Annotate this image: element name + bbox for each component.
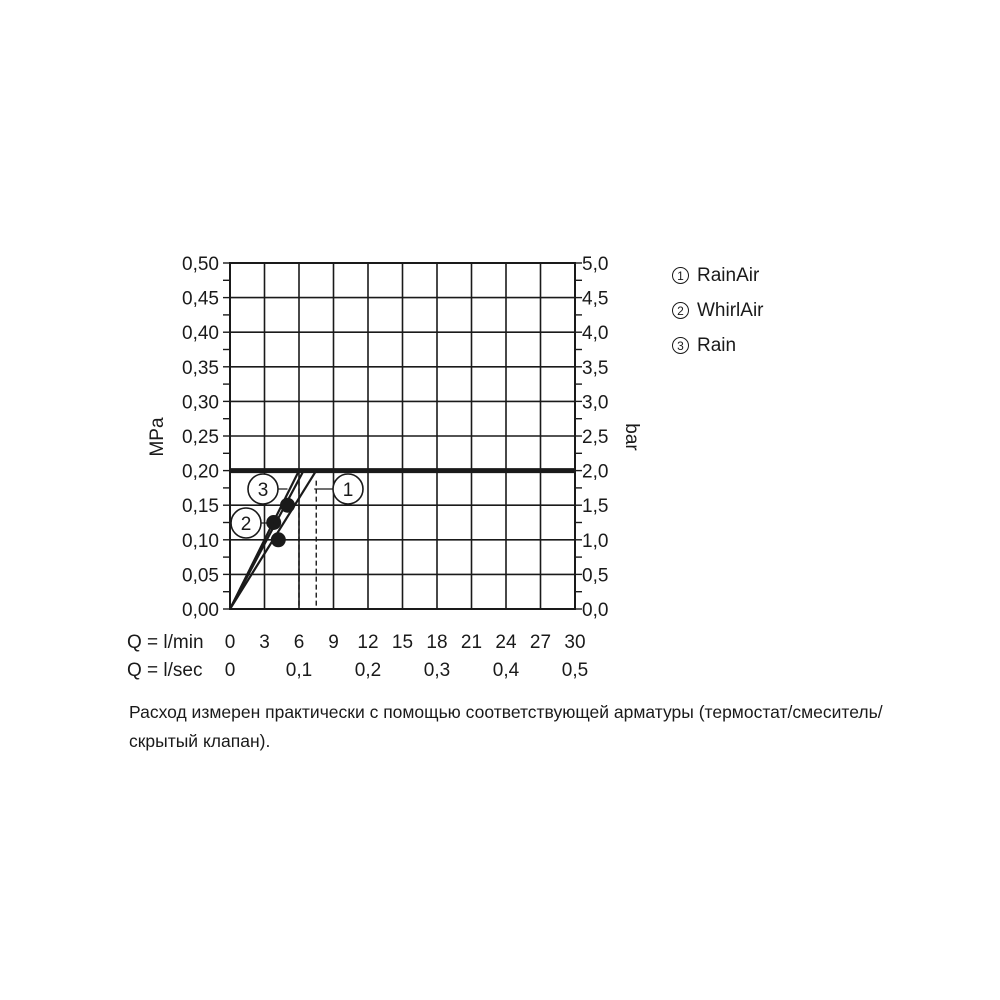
callout-rainair-label: 1 [342, 480, 354, 501]
legend-item-rain [672, 328, 764, 363]
y-tick-label-bar: 3,0 [582, 392, 609, 414]
y-tick-label-bar: 3,5 [582, 357, 609, 379]
y-tick-label-bar: 5,0 [582, 254, 609, 275]
chart-grid [230, 263, 575, 609]
y-tick-label-bar: 2,0 [582, 461, 609, 483]
x-tick-label-lmin: 24 [495, 632, 517, 653]
legend-number-badge: 3 [672, 337, 689, 354]
callout-rain-label: 3 [257, 480, 269, 501]
y-tick-label-mpa: 0,00 [182, 600, 219, 621]
y-axis-label-mpa: MPa [147, 417, 168, 457]
x-tick-label-lmin: 6 [293, 632, 305, 653]
x-tick-label-lsec: 0,3 [423, 660, 451, 681]
measurement-note: Расход измерен практически с помощью соответствующей арматуры (термостат/смеситель/скрытый клапан). [129, 702, 883, 751]
y-tick-label-mpa: 0,15 [182, 496, 219, 518]
legend-item-rainair [672, 258, 764, 293]
legend-label: WhirlAir [697, 299, 764, 321]
x-tick-label-lmin: 21 [460, 632, 483, 653]
y-tick-label-bar: 2,5 [582, 427, 609, 448]
y-tick-label-bar: 1,5 [582, 496, 609, 518]
y-tick-label-bar: 0,5 [582, 565, 609, 587]
y-tick-label-bar: 1,0 [582, 530, 609, 552]
x-tick-label-lmin: 0 [224, 632, 236, 653]
x-tick-label-lsec: 0,1 [285, 660, 313, 681]
chart-ticks [182, 254, 608, 681]
x-tick-label-lmin: 9 [328, 632, 339, 653]
x-tick-label-lsec: 0,5 [561, 660, 589, 681]
y-tick-label-bar: 4,0 [582, 323, 609, 345]
x-tick-label-lsec: 0,4 [492, 660, 520, 681]
y-tick-label-bar: 0,0 [582, 600, 609, 621]
y-tick-label-mpa: 0,35 [182, 357, 219, 379]
series-marker [271, 532, 286, 547]
legend-number-badge: 2 [672, 302, 689, 319]
x-tick-label-lmin: 3 [259, 632, 270, 653]
y-tick-label-mpa: 0,25 [182, 427, 219, 448]
legend-label: Rain [697, 334, 737, 356]
y-axis-label-bar: bar [621, 423, 642, 451]
x-tick-label-lsec: 0 [224, 660, 236, 681]
chart-legend [672, 258, 764, 363]
y-tick-label-mpa: 0,10 [182, 530, 219, 552]
y-tick-label-bar: 4,5 [582, 288, 609, 310]
legend-number-badge: 1 [672, 267, 689, 284]
series-marker [280, 498, 295, 513]
x-tick-label-lmin: 18 [426, 632, 448, 653]
x-tick-label-lmin: 30 [564, 632, 586, 653]
x-tick-label-lmin: 12 [357, 632, 379, 653]
x-tick-label-lsec: 0,2 [354, 660, 382, 681]
callout-whirlair-label: 2 [240, 514, 252, 535]
y-tick-label-mpa: 0,50 [182, 254, 219, 275]
x-tick-label-lmin: 15 [391, 632, 414, 653]
legend-label: RainAir [697, 264, 760, 286]
y-tick-label-mpa: 0,05 [182, 565, 219, 587]
legend-item-whirlair [672, 293, 764, 328]
y-tick-label-mpa: 0,30 [182, 392, 219, 414]
y-tick-label-mpa: 0,40 [182, 323, 219, 345]
x-axis-label-lsec: Q = l/sec [127, 660, 203, 681]
x-axis-label-lmin: Q = l/min [127, 632, 204, 653]
y-tick-label-mpa: 0,20 [182, 461, 219, 483]
x-tick-label-lmin: 27 [529, 632, 552, 653]
y-tick-label-mpa: 0,45 [182, 288, 219, 310]
